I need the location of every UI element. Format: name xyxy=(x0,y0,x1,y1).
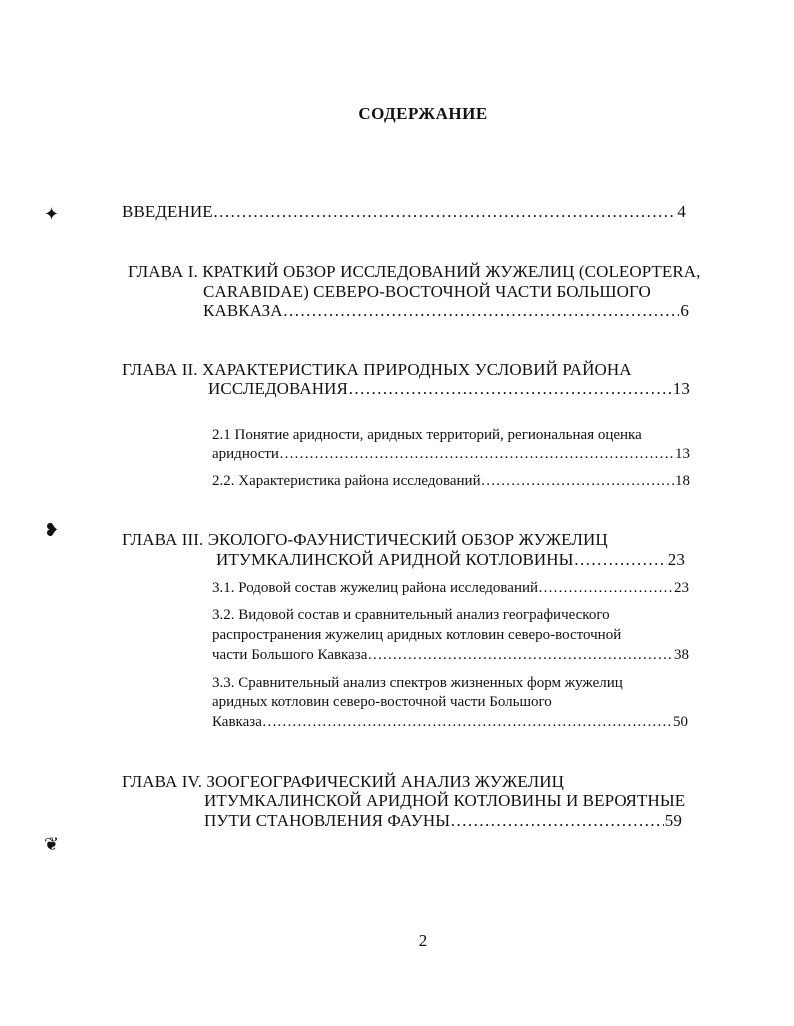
toc-entry-label: части Большого Кавказа xyxy=(212,647,368,663)
toc-page-number: 38 xyxy=(674,647,689,663)
toc-entry-label: ИТУМКАЛИНСКОЙ АРИДНОЙ КОТЛОВИНЫ xyxy=(216,550,574,569)
toc-page-number: 23 xyxy=(674,580,689,596)
toc-entry-label: КАВКАЗА xyxy=(203,301,283,320)
dot-leader xyxy=(450,811,664,831)
toc-entry-intro[interactable] xyxy=(122,202,686,222)
toc-section-3-2-line-1[interactable]: 3.2. Видовой состав и сравнительный анализ географического xyxy=(212,607,610,623)
page-number: 2 xyxy=(418,931,428,950)
dot-leader xyxy=(213,202,677,222)
toc-chapter-1-line-1[interactable]: ГЛАВА I. КРАТКИЙ ОБЗОР ИССЛЕДОВАНИЙ ЖУЖЕЛИЦ (COLEOPTERA, xyxy=(128,262,701,281)
toc-section-2-2[interactable] xyxy=(212,473,690,490)
toc-page-number: 13 xyxy=(675,446,690,462)
dot-leader xyxy=(348,379,672,399)
toc-section-3-3-line-3[interactable] xyxy=(212,714,688,731)
toc-chapter-2-line-1[interactable]: ГЛАВА II. ХАРАКТЕРИСТИКА ПРИРОДНЫХ УСЛОВИЙ РАЙОНА xyxy=(122,360,632,379)
toc-entry-label: ИССЛЕДОВАНИЯ xyxy=(208,379,348,398)
toc-page-number: 59 xyxy=(664,811,682,830)
toc-section-3-3-line-1[interactable]: 3.3. Сравнительный анализ спектров жизненных форм жужелиц xyxy=(212,675,623,691)
binder-hole-mark-1: ✦ xyxy=(44,204,60,224)
toc-entry-label: аридности xyxy=(212,446,279,462)
toc-section-2-1-line-2[interactable] xyxy=(212,446,690,463)
toc-section-3-2-line-3[interactable] xyxy=(212,647,689,664)
toc-section-3-3-line-2[interactable]: аридных котловин северо-восточной части Большого xyxy=(212,694,552,710)
dot-leader xyxy=(283,301,680,321)
toc-entry-label: 2.2. Характеристика района исследований xyxy=(212,473,481,489)
toc-chapter-4-line-1[interactable]: ГЛАВА IV. ЗООГЕОГРАФИЧЕСКИЙ АНАЛИЗ ЖУЖЕЛИЦ xyxy=(122,772,564,791)
dot-leader xyxy=(538,580,673,597)
toc-entry-label: ПУТИ СТАНОВЛЕНИЯ ФАУНЫ xyxy=(204,811,451,830)
dot-leader xyxy=(262,714,672,731)
toc-chapter-2-line-2[interactable] xyxy=(208,379,690,399)
toc-entry-label: 3.1. Родовой состав жужелиц района исследований xyxy=(212,580,539,596)
toc-chapter-1-line-2[interactable]: CARABIDAE) СЕВЕРО-ВОСТОЧНОЙ ЧАСТИ БОЛЬШОГО xyxy=(203,282,651,301)
toc-page-number: 13 xyxy=(672,379,690,398)
toc-entry-label: Кавказа xyxy=(212,714,262,730)
toc-page-number: 18 xyxy=(675,473,690,489)
toc-page-number: 4 xyxy=(677,202,686,221)
toc-title: СОДЕРЖАНИЕ xyxy=(358,104,488,123)
toc-chapter-1-line-3[interactable] xyxy=(203,301,689,321)
toc-chapter-3-line-2[interactable] xyxy=(216,550,685,570)
toc-section-3-1[interactable] xyxy=(212,580,689,597)
toc-chapter-4-line-3[interactable] xyxy=(204,811,682,831)
binder-hole-mark-2: ❥ xyxy=(44,520,60,540)
toc-page-number: 50 xyxy=(673,714,688,730)
toc-chapter-3-line-1[interactable]: ГЛАВА III. ЭКОЛОГО-ФАУНИСТИЧЕСКИЙ ОБЗОР ЖУЖЕЛИЦ xyxy=(122,530,608,549)
toc-chapter-4-line-2[interactable]: ИТУМКАЛИНСКОЙ АРИДНОЙ КОТЛОВИНЫ И ВЕРОЯТНЫЕ xyxy=(204,791,686,810)
toc-section-2-1-line-1[interactable]: 2.1 Понятие аридности, аридных территорий, региональная оценка xyxy=(212,427,642,443)
dot-leader xyxy=(367,647,673,664)
dot-leader xyxy=(279,446,674,463)
binder-hole-mark-3: ❦ xyxy=(44,834,60,854)
dot-leader xyxy=(574,550,667,570)
dot-leader xyxy=(481,473,674,490)
toc-page-number: 23 xyxy=(667,550,685,569)
toc-section-3-2-line-2[interactable]: распространения жужелиц аридных котловин северо-восточной xyxy=(212,627,622,643)
toc-page-number: 6 xyxy=(680,301,689,320)
toc-entry-label: ВВЕДЕНИЕ xyxy=(122,202,213,221)
